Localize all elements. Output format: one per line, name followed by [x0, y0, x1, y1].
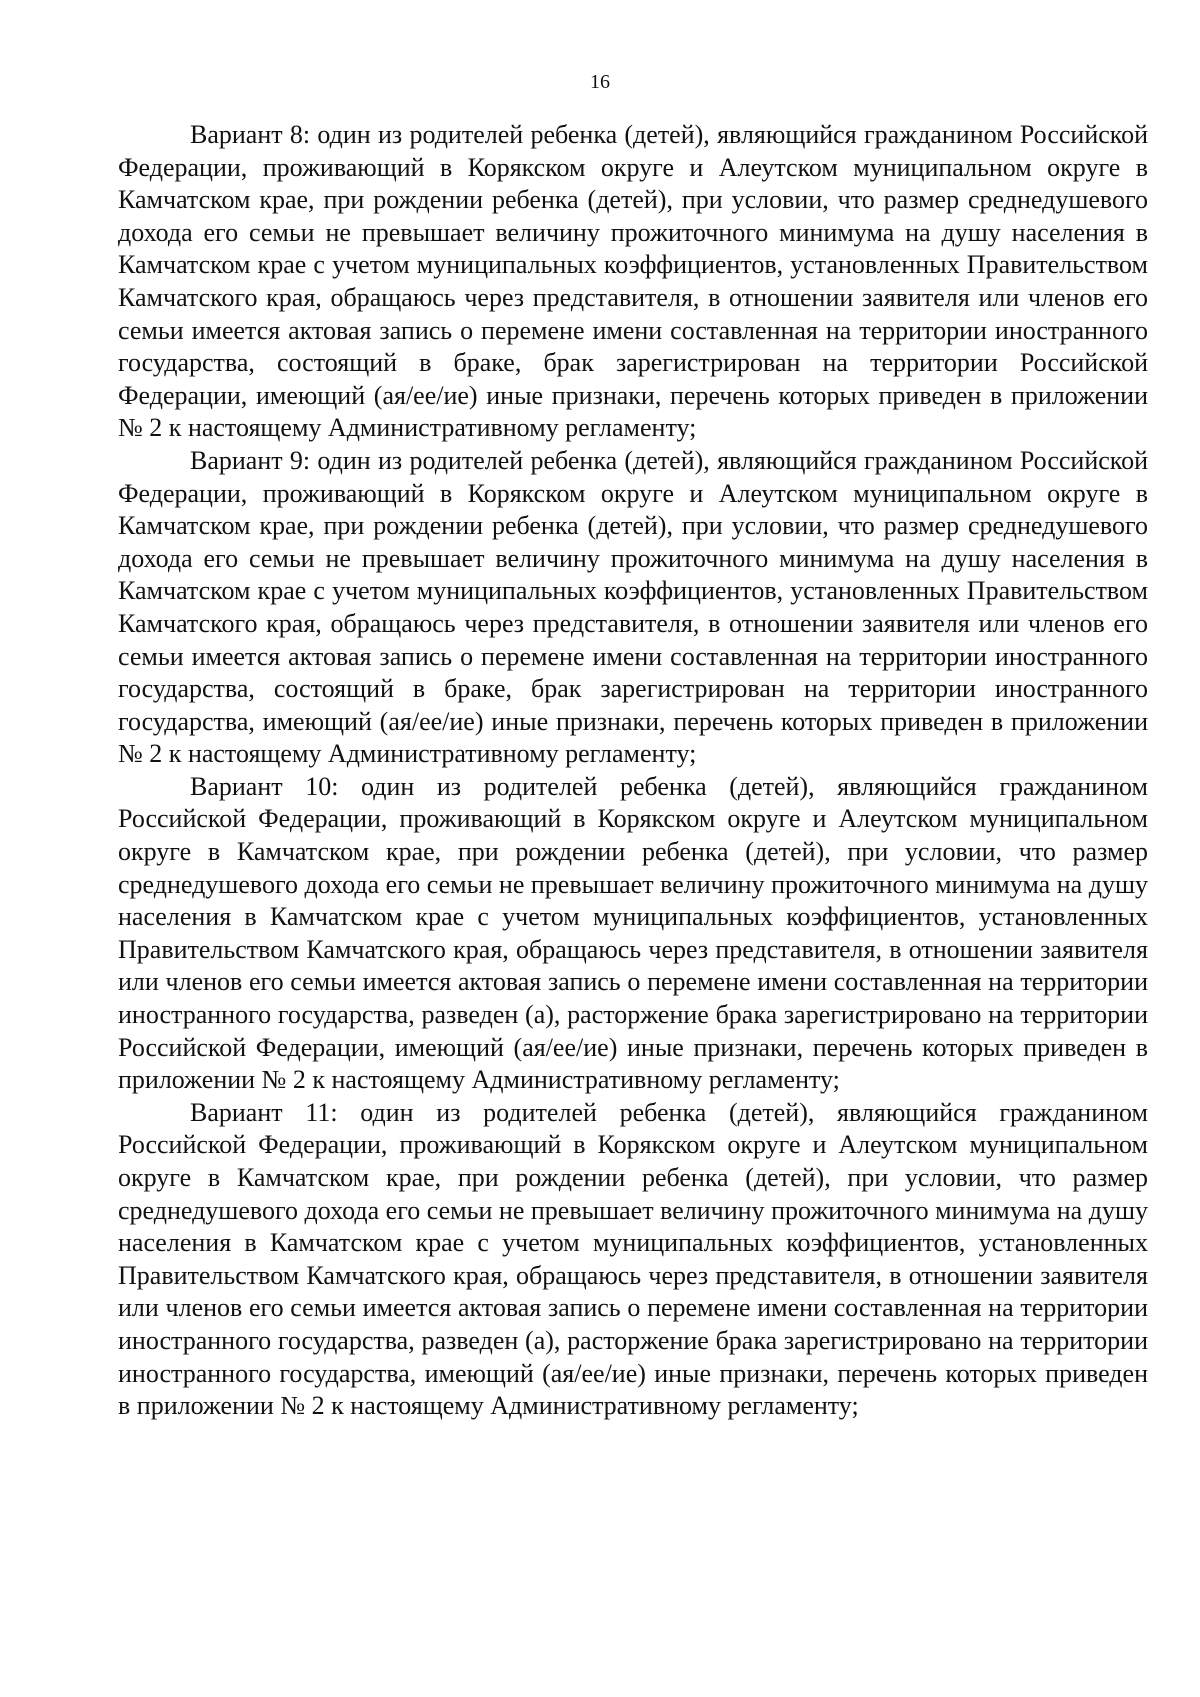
paragraph-variant-11: Вариант 11: один из родителей ребенка (детей), являющийся гражданином Российской Федерации, проживающий в Корякском округе и Алеутском муниципальном округе в Камчатском крае, при рождении ребенка (детей), при условии, что размер среднедушевого дохода его семьи не превышает величину прожиточного минимума на душу населения в Камчатском крае с учетом муниципальных коэффициентов, установленных Правительством Камчатского края, обращаюсь через представителя, в отношении заявителя или членов его семьи имеется актовая запись о перемене имени составленная на территории иностранного государства, разведен (а), расторжение брака зарегистрировано на территории иностранного государства, имеющий (ая/ее/ие) иные признаки, перечень которых приведен в приложении № 2 к настоящему Административному регламенту; [118, 1097, 1148, 1421]
paragraph-variant-10: Вариант 10: один из родителей ребенка (детей), являющийся гражданином Российской Федерации, проживающий в Корякском округе и Алеутском муниципальном округе в Камчатском крае, при рождении ребенка (детей), при условии, что размер среднедушевого дохода его семьи не превышает величину прожиточного минимума на душу населения в Камчатском крае с учетом муниципальных коэффициентов, установленных Правительством Камчатского края, обращаюсь через представителя, в отношении заявителя или членов его семьи имеется актовая запись о перемене имени составленная на территории иностранного государства, разведен (а), расторжение брака зарегистрировано на территории Российской Федерации, имеющий (ая/ее/ие) иные признаки, перечень которых приведен в приложении № 2 к настоящему Административному регламенту; [118, 771, 1148, 1095]
document-body [118, 119, 1148, 1423]
page-number: 16 [590, 71, 610, 93]
paragraph-variant-8: Вариант 8: один из родителей ребенка (детей), являющийся гражданином Российской Федерации, проживающий в Корякском округе и Алеутском муниципальном округе в Камчатском крае, при рождении ребенка (детей), при условии, что размер среднедушевого дохода его семьи не превышает величину прожиточного минимума на душу населения в Камчатском крае с учетом муниципальных коэффициентов, установленных Правительством Камчатского края, обращаюсь через представителя, в отношении заявителя или членов его семьи имеется актовая запись о перемене имени составленная на территории иностранного государства, состоящий в браке, брак зарегистрирован на территории Российской Федерации, имеющий (ая/ее/ие) иные признаки, перечень которых приведен в приложении № 2 к настоящему Административному регламенту; [118, 120, 1148, 443]
paragraph-variant-9: Вариант 9: один из родителей ребенка (детей), являющийся гражданином Российской Федерации, проживающий в Корякском округе и Алеутском муниципальном округе в Камчатском крае, при рождении ребенка (детей), при условии, что размер среднедушевого дохода его семьи не превышает величину прожиточного минимума на душу населения в Камчатском крае с учетом муниципальных коэффициентов, установленных Правительством Камчатского края, обращаюсь через представителя, в отношении заявителя или членов его семьи имеется актовая запись о перемене имени составленная на территории иностранного государства, состоящий в браке, брак зарегистрирован на территории иностранного государства, имеющий (ая/ее/ие) иные признаки, перечень которых приведен в приложении № 2 к настоящему Административному регламенту; [118, 445, 1148, 769]
